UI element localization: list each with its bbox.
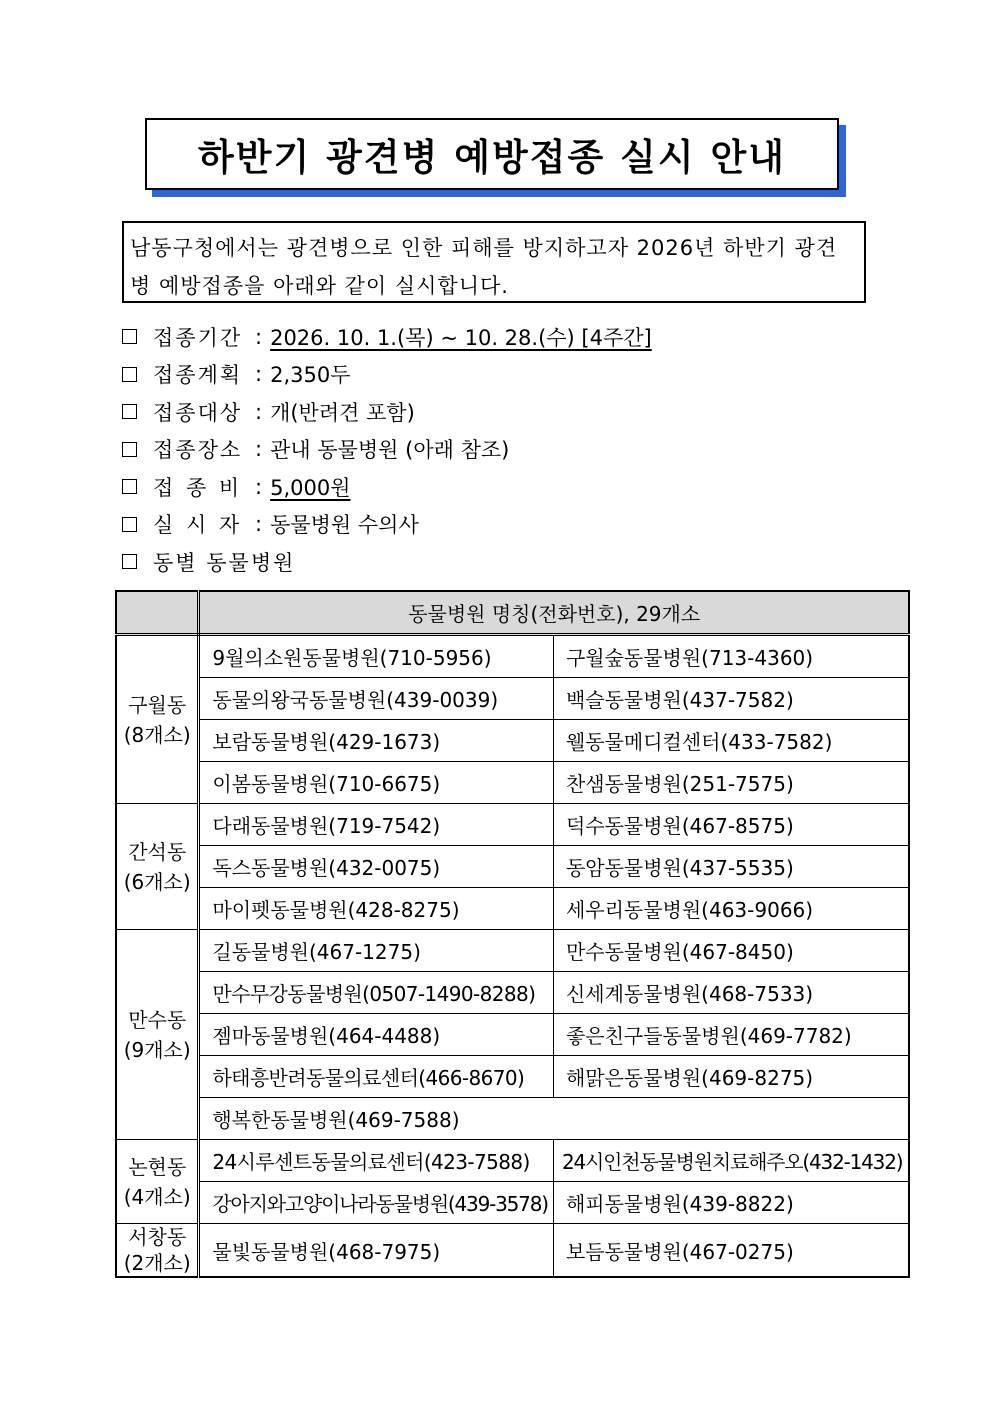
table-row (116, 888, 909, 930)
table-header-row (116, 591, 909, 635)
info-list (122, 318, 902, 581)
hospital-cell: 다래동물병원(719-7542) (199, 804, 554, 846)
hospital-cell: 24시루센트동물의료센터(423-7588) (199, 1140, 554, 1182)
separator: : (255, 437, 263, 462)
hospital-cell: 동암동물병원(437-5535) (553, 846, 909, 888)
dong-count: (9개소) (123, 1037, 191, 1062)
dong-name: 서창동 (128, 1225, 187, 1249)
hospital-cell: 젬마동물병원(464-4488) (199, 1014, 554, 1056)
dong-name: 만수동 (128, 1007, 187, 1032)
hospital-cell: 보람동물병원(429-1673) (199, 720, 554, 762)
hospital-cell: 이봄동물병원(710-6675) (199, 762, 554, 804)
info-label: 실 시 자 (153, 513, 243, 538)
table-row (116, 720, 909, 762)
table-row (116, 1098, 909, 1140)
checkbox-icon (122, 329, 137, 344)
dong-count: (8개소) (123, 722, 191, 747)
hospital-cell: 만수무강동물병원(0507-1490-8288) (199, 972, 554, 1014)
hospital-cell: 24시인천동물병원치료해주오(432-1432) (553, 1140, 909, 1182)
info-value: 개(반려견 포함) (270, 400, 415, 425)
hospital-cell: 동물의왕국동물병원(439-0039) (199, 678, 554, 720)
table-corner-cell (116, 591, 199, 635)
info-item-period (122, 318, 902, 356)
hospital-cell: 구월숲동물병원(713-4360) (553, 635, 909, 678)
table-row (116, 1056, 909, 1098)
info-item-fee (122, 468, 902, 506)
separator: : (255, 512, 263, 537)
table-row (116, 804, 909, 846)
info-item-target (122, 393, 902, 431)
checkbox-icon (122, 404, 137, 419)
hospital-cell: 물빛동물병원(468-7975) (199, 1224, 554, 1278)
info-label: 접종장소 (153, 438, 243, 463)
table-row (116, 762, 909, 804)
info-item-performer (122, 506, 902, 544)
dong-cell (116, 635, 199, 804)
table-row (116, 1014, 909, 1056)
checkbox-icon (122, 479, 137, 494)
hospital-cell: 해피동물병원(439-8822) (553, 1182, 909, 1224)
dong-cell (116, 1140, 199, 1224)
info-value: 5,000원 (270, 475, 351, 500)
hospital-cell: 길동물병원(467-1275) (199, 930, 554, 972)
hospital-cell: 보듬동물병원(467-0275) (553, 1224, 909, 1278)
dong-name: 구월동 (128, 692, 187, 717)
checkbox-icon (122, 442, 137, 457)
checkbox-icon (122, 517, 137, 532)
page-title: 하반기 광견병 예방접종 실시 안내 (145, 118, 839, 190)
hospital-cell: 9월의소원동물병원(710-5956) (199, 635, 554, 678)
dong-name: 논현동 (128, 1154, 187, 1179)
hospital-cell: 웰동물메디컬센터(433-7582) (553, 720, 909, 762)
table-row (116, 1224, 909, 1278)
info-label: 접종계획 (153, 363, 243, 388)
hospital-cell: 하태흥반려동물의료센터(466-8670) (199, 1056, 554, 1098)
hospital-cell: 백슬동물병원(437-7582) (553, 678, 909, 720)
table-row (116, 1182, 909, 1224)
table-row (116, 972, 909, 1014)
separator: : (255, 399, 263, 424)
info-label: 접종기간 (153, 325, 243, 350)
hospital-cell: 신세계동물병원(468-7533) (553, 972, 909, 1014)
info-value: 동물병원 수의사 (270, 513, 419, 538)
dong-count: (6개소) (123, 869, 191, 894)
hospital-cell: 세우리동물병원(463-9066) (553, 888, 909, 930)
hospital-cell: 독스동물병원(432-0075) (199, 846, 554, 888)
checkbox-icon (122, 367, 137, 382)
hospital-cell: 강아지와고양이나라동물병원(439-3578) (199, 1182, 554, 1224)
info-item-hospitals (122, 543, 902, 581)
info-value: 2026. 10. 1.(목) ~ 10. 28.(수) [4주간] (270, 325, 652, 350)
info-item-plan (122, 356, 902, 394)
separator: : (255, 324, 263, 349)
info-value: 관내 동물병원 (아래 참조) (270, 438, 510, 463)
dong-count: (2개소) (123, 1251, 191, 1275)
dong-cell (116, 1224, 199, 1278)
table-row (116, 678, 909, 720)
info-label: 동별 동물병원 (153, 550, 296, 575)
table-header: 동물병원 명칭(전화번호), 29개소 (199, 591, 909, 635)
hospital-cell: 만수동물병원(467-8450) (553, 930, 909, 972)
hospital-cell: 좋은친구들동물병원(469-7782) (553, 1014, 909, 1056)
title-banner (145, 118, 839, 190)
dong-cell (116, 804, 199, 930)
info-value: 2,350두 (270, 363, 351, 388)
intro-text: 남동구청에서는 광견병으로 인한 피해를 방지하고자 2026년 하반기 광견병 예방접종을 아래와 같이 실시합니다. (122, 221, 866, 303)
dong-cell (116, 930, 199, 1140)
dong-count: (4개소) (123, 1184, 191, 1209)
table-row (116, 846, 909, 888)
table-row (116, 930, 909, 972)
hospital-cell: 해맑은동물병원(469-8275) (553, 1056, 909, 1098)
separator: : (255, 474, 263, 499)
hospital-table (115, 590, 910, 1278)
table-row (116, 1140, 909, 1182)
hospital-cell: 마이펫동물병원(428-8275) (199, 888, 554, 930)
hospital-cell: 덕수동물병원(467-8575) (553, 804, 909, 846)
dong-name: 간석동 (128, 839, 187, 864)
hospital-cell: 찬샘동물병원(251-7575) (553, 762, 909, 804)
table-row (116, 635, 909, 678)
info-label: 접종대상 (153, 400, 243, 425)
info-label: 접 종 비 (153, 475, 243, 500)
info-item-place (122, 431, 902, 469)
checkbox-icon (122, 554, 137, 569)
separator: : (255, 362, 263, 387)
hospital-cell: 행복한동물병원(469-7588) (199, 1098, 909, 1140)
